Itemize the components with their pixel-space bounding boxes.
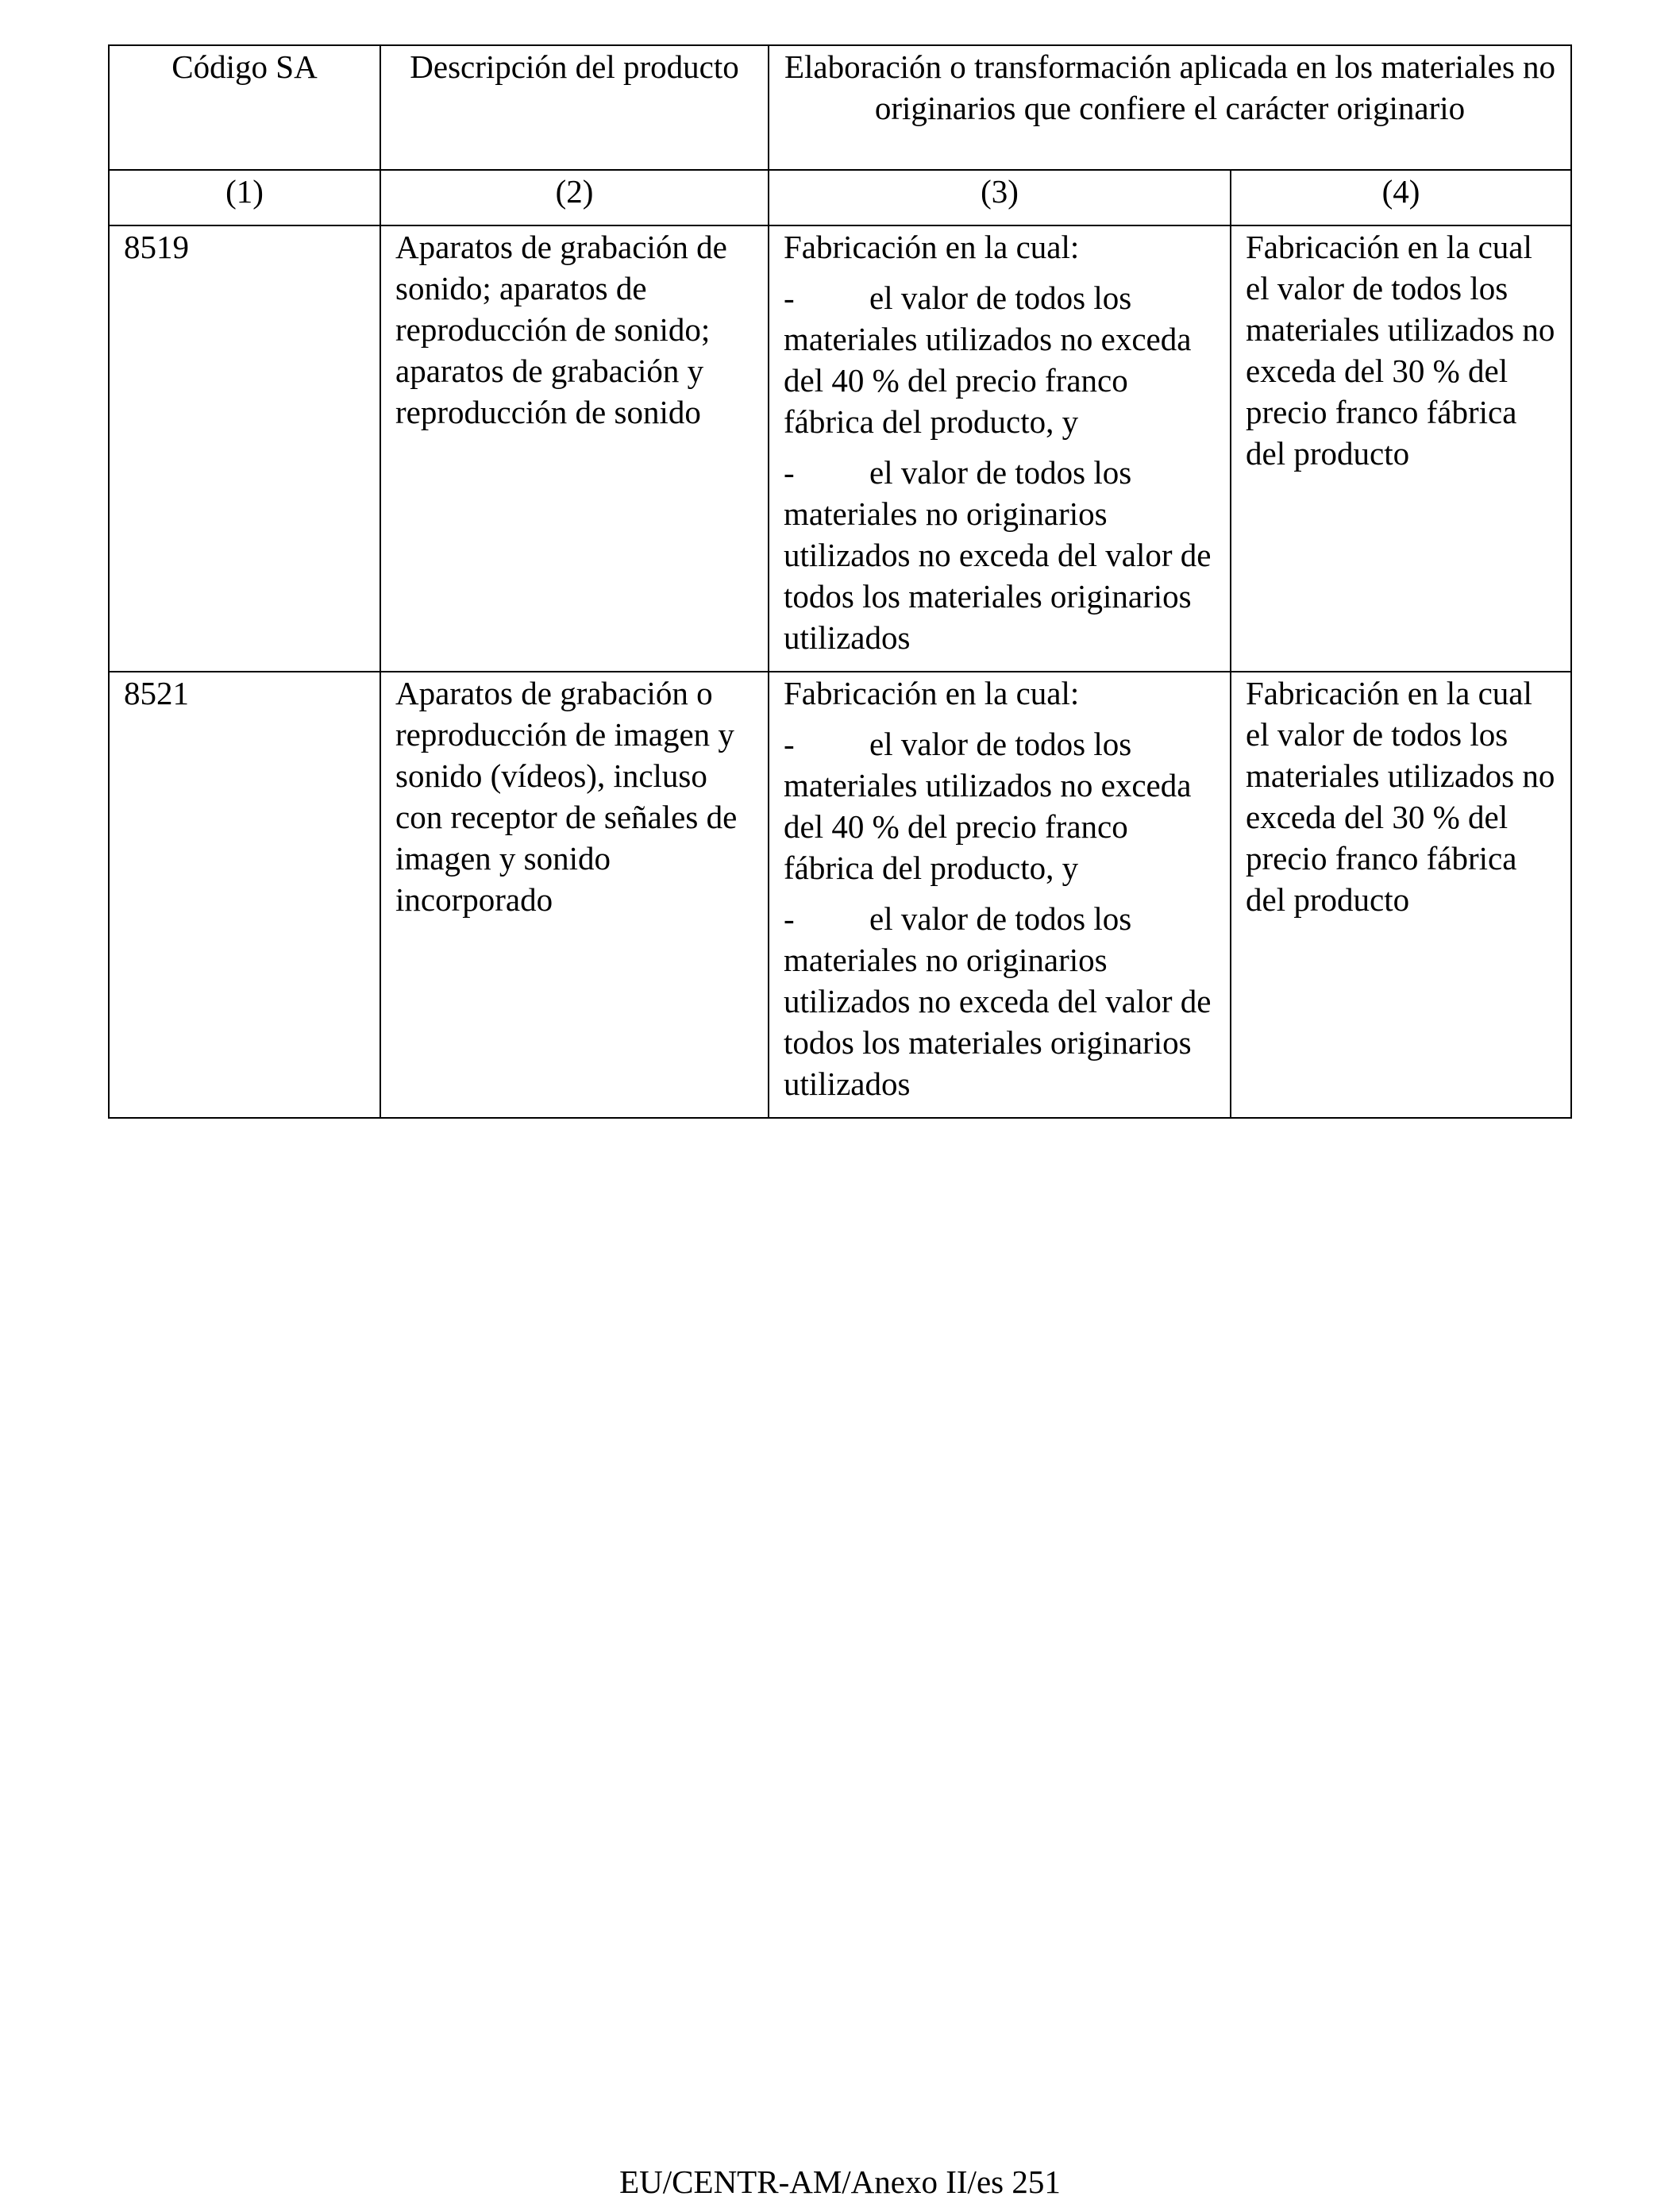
condition-text: el valor de todos los materiales no originarios utilizados no exceda del valor de todos los materiales originarios utilizados: [784, 454, 1212, 656]
header-processing: Elaboración o transformación aplicada en los materiales no originarios que confiere el carácter originario: [769, 45, 1571, 170]
row-processing-cell: [769, 672, 1231, 1118]
bullet-dash: -: [784, 726, 795, 762]
header-description: Descripción del producto: [380, 45, 769, 170]
table-row: [109, 672, 1571, 1118]
processing-condition: [784, 452, 1216, 658]
processing-intro: Fabricación en la cual:: [784, 675, 1080, 711]
processing-condition: [784, 277, 1216, 442]
processing-condition: [784, 898, 1216, 1104]
bullet-dash: -: [784, 454, 795, 491]
processing-intro: Fabricación en la cual:: [784, 229, 1080, 265]
condition-text: el valor de todos los materiales utilizados no exceda del 40 % del precio franco fábrica del producto, y: [784, 726, 1192, 886]
row-alternative-rule: Fabricación en la cual el valor de todos los materiales utilizados no exceda del 30 % del precio franco fábrica del producto: [1231, 225, 1571, 672]
header-code: Código SA: [109, 45, 380, 170]
table-row: [109, 225, 1571, 672]
row-description: Aparatos de grabación o reproducción de imagen y sonido (vídeos), incluso con receptor de señales de imagen y sonido incorporado: [380, 672, 769, 1118]
row-processing-cell: [769, 225, 1231, 672]
row-code: 8519: [109, 225, 380, 672]
processing-condition: [784, 723, 1216, 888]
table-header-row: [109, 45, 1571, 170]
column-number-row: [109, 170, 1571, 225]
column-number: (2): [380, 170, 769, 225]
row-description: Aparatos de grabación de sonido; aparatos de reproducción de sonido; aparatos de grabación y reproducción de sonido: [380, 225, 769, 672]
condition-text: el valor de todos los materiales no originarios utilizados no exceda del valor de todos los materiales originarios utilizados: [784, 900, 1212, 1102]
column-number: (4): [1231, 170, 1571, 225]
page-footer: EU/CENTR-AM/Anexo II/es 251: [619, 2164, 1061, 2200]
row-code: 8521: [109, 672, 380, 1118]
origin-rules-table: [108, 44, 1572, 1119]
condition-text: el valor de todos los materiales utilizados no exceda del 40 % del precio franco fábrica del producto, y: [784, 279, 1192, 440]
bullet-dash: -: [784, 279, 795, 316]
bullet-dash: -: [784, 900, 795, 937]
row-alternative-rule: Fabricación en la cual el valor de todos los materiales utilizados no exceda del 30 % del precio franco fábrica del producto: [1231, 672, 1571, 1118]
column-number: (3): [769, 170, 1231, 225]
column-number: (1): [109, 170, 380, 225]
